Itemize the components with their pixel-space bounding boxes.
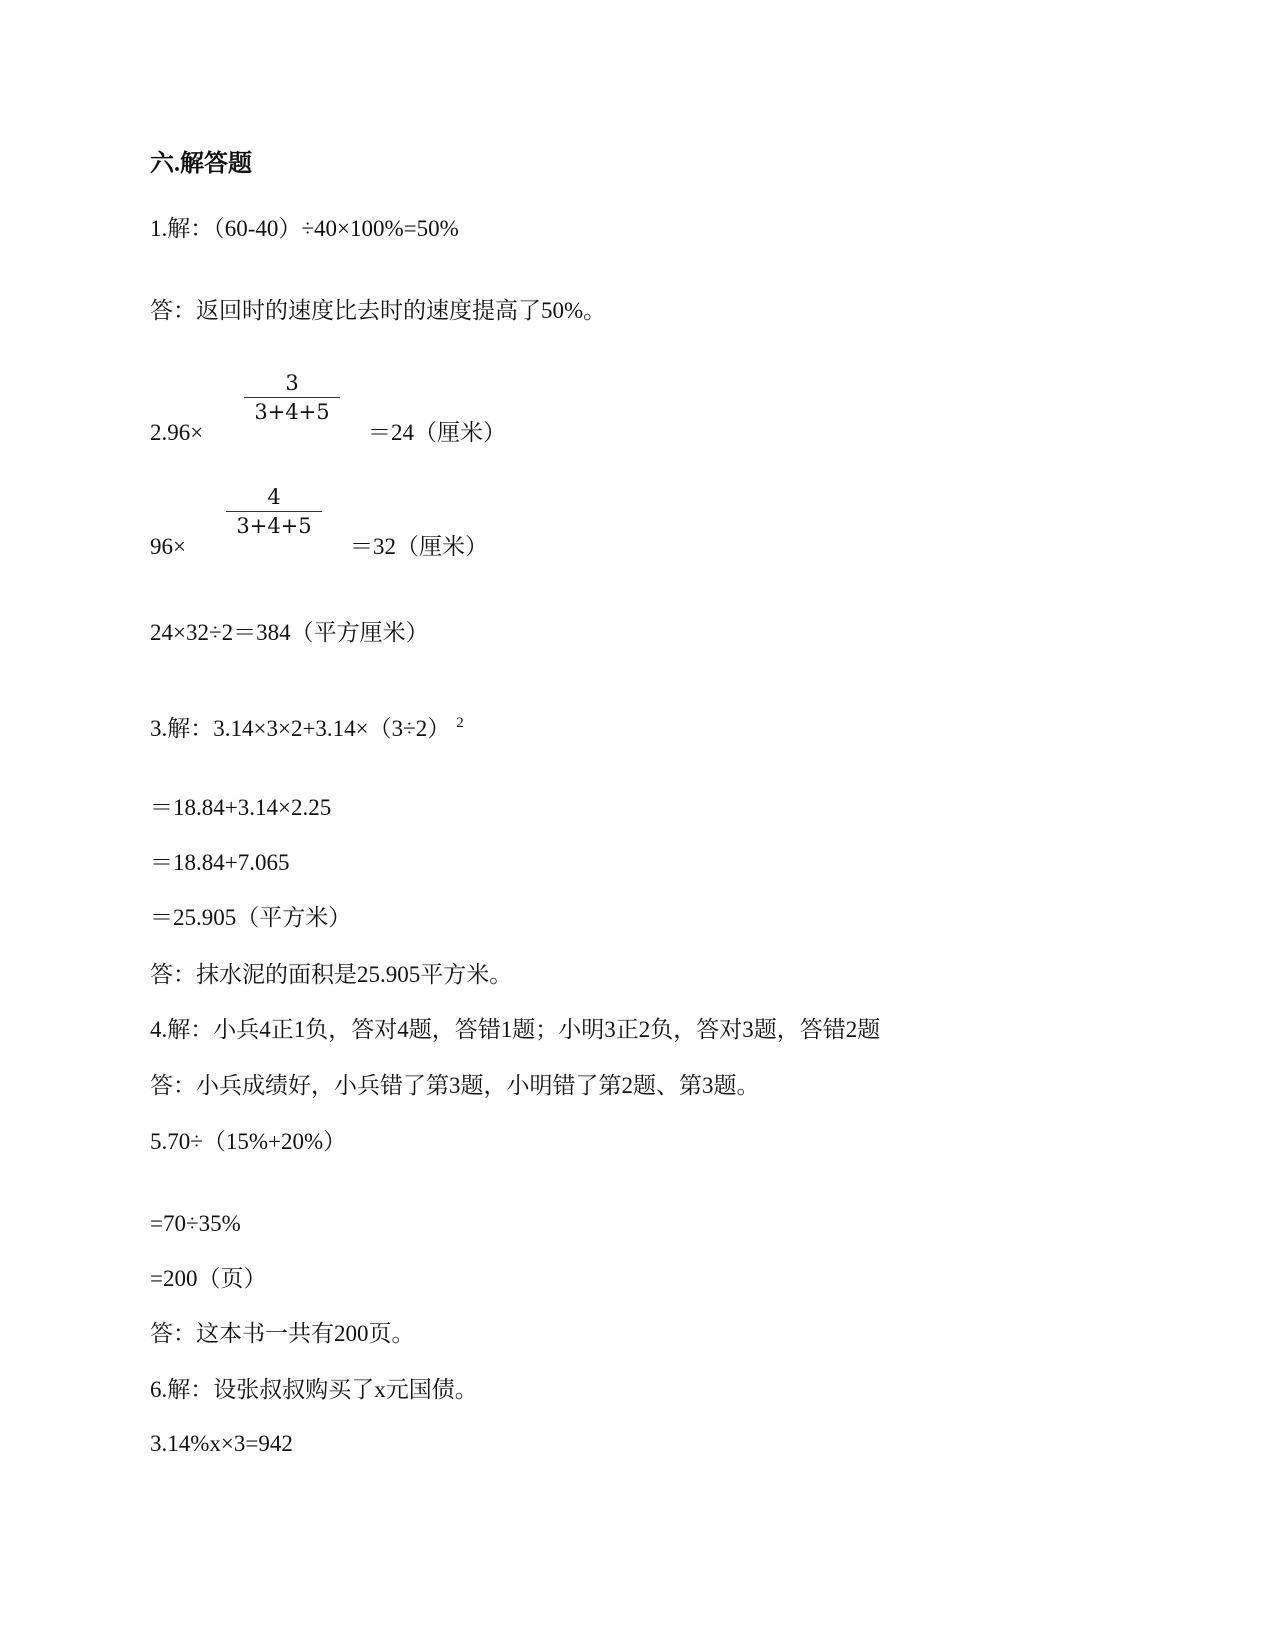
q2-fraction-1 xyxy=(244,370,340,425)
q3-answer: 答：抹水泥的面积是25.905平方米。 xyxy=(150,962,513,987)
q2-fraction-1-numerator: 3 xyxy=(285,371,299,395)
q2-fraction-2 xyxy=(226,484,322,539)
q5-step-1: =70÷35% xyxy=(150,1211,241,1236)
q5-step-2: =200（页） xyxy=(150,1266,267,1291)
section-title: 六.解答题 xyxy=(150,151,252,177)
q5-solution: 5.70÷（15%+20%） xyxy=(150,1129,347,1154)
q4-answer: 答：小兵成绩好，小兵错了第3题，小明错了第2题、第3题。 xyxy=(150,1073,760,1098)
q3-step-2: ＝18.84+7.065 xyxy=(150,850,290,875)
q3-expression: 3.解：3.14×3×2+3.14×（3÷2） xyxy=(150,716,451,741)
q2-area: 24×32÷2＝384（平方厘米） xyxy=(150,620,429,645)
q3-exponent: 2 xyxy=(456,715,464,731)
q3-step-1: ＝18.84+3.14×2.25 xyxy=(150,795,332,820)
q4-solution: 4.解：小兵4正1负，答对4题，答错1题；小明3正2负，答对3题，答错2题 xyxy=(150,1017,881,1042)
q3-step-3: ＝25.905（平方米） xyxy=(150,905,352,930)
q2-fraction-2-denominator: 3+4+5 xyxy=(236,514,312,538)
q2-line1-result: ＝24（厘米） xyxy=(368,420,506,445)
q1-answer: 答：返回时的速度比去时的速度提高了50%。 xyxy=(150,298,607,323)
q2-line2-result: ＝32（厘米） xyxy=(350,534,488,559)
q2-fraction-2-numerator: 4 xyxy=(267,485,281,509)
q6-equation: 3.14%x×3=942 xyxy=(150,1431,293,1456)
q6-solution: 6.解：设张叔叔购买了x元国债。 xyxy=(150,1377,478,1402)
q5-answer: 答：这本书一共有200页。 xyxy=(150,1321,415,1346)
q3-solution xyxy=(150,708,464,744)
q2-line1-prefix: 2.96× xyxy=(150,420,204,445)
q2-fraction-1-denominator: 3+4+5 xyxy=(254,400,330,424)
q1-solution: 1.解：（60-40）÷40×100%=50% xyxy=(150,216,459,241)
q2-line2-prefix: 96× xyxy=(150,534,186,559)
